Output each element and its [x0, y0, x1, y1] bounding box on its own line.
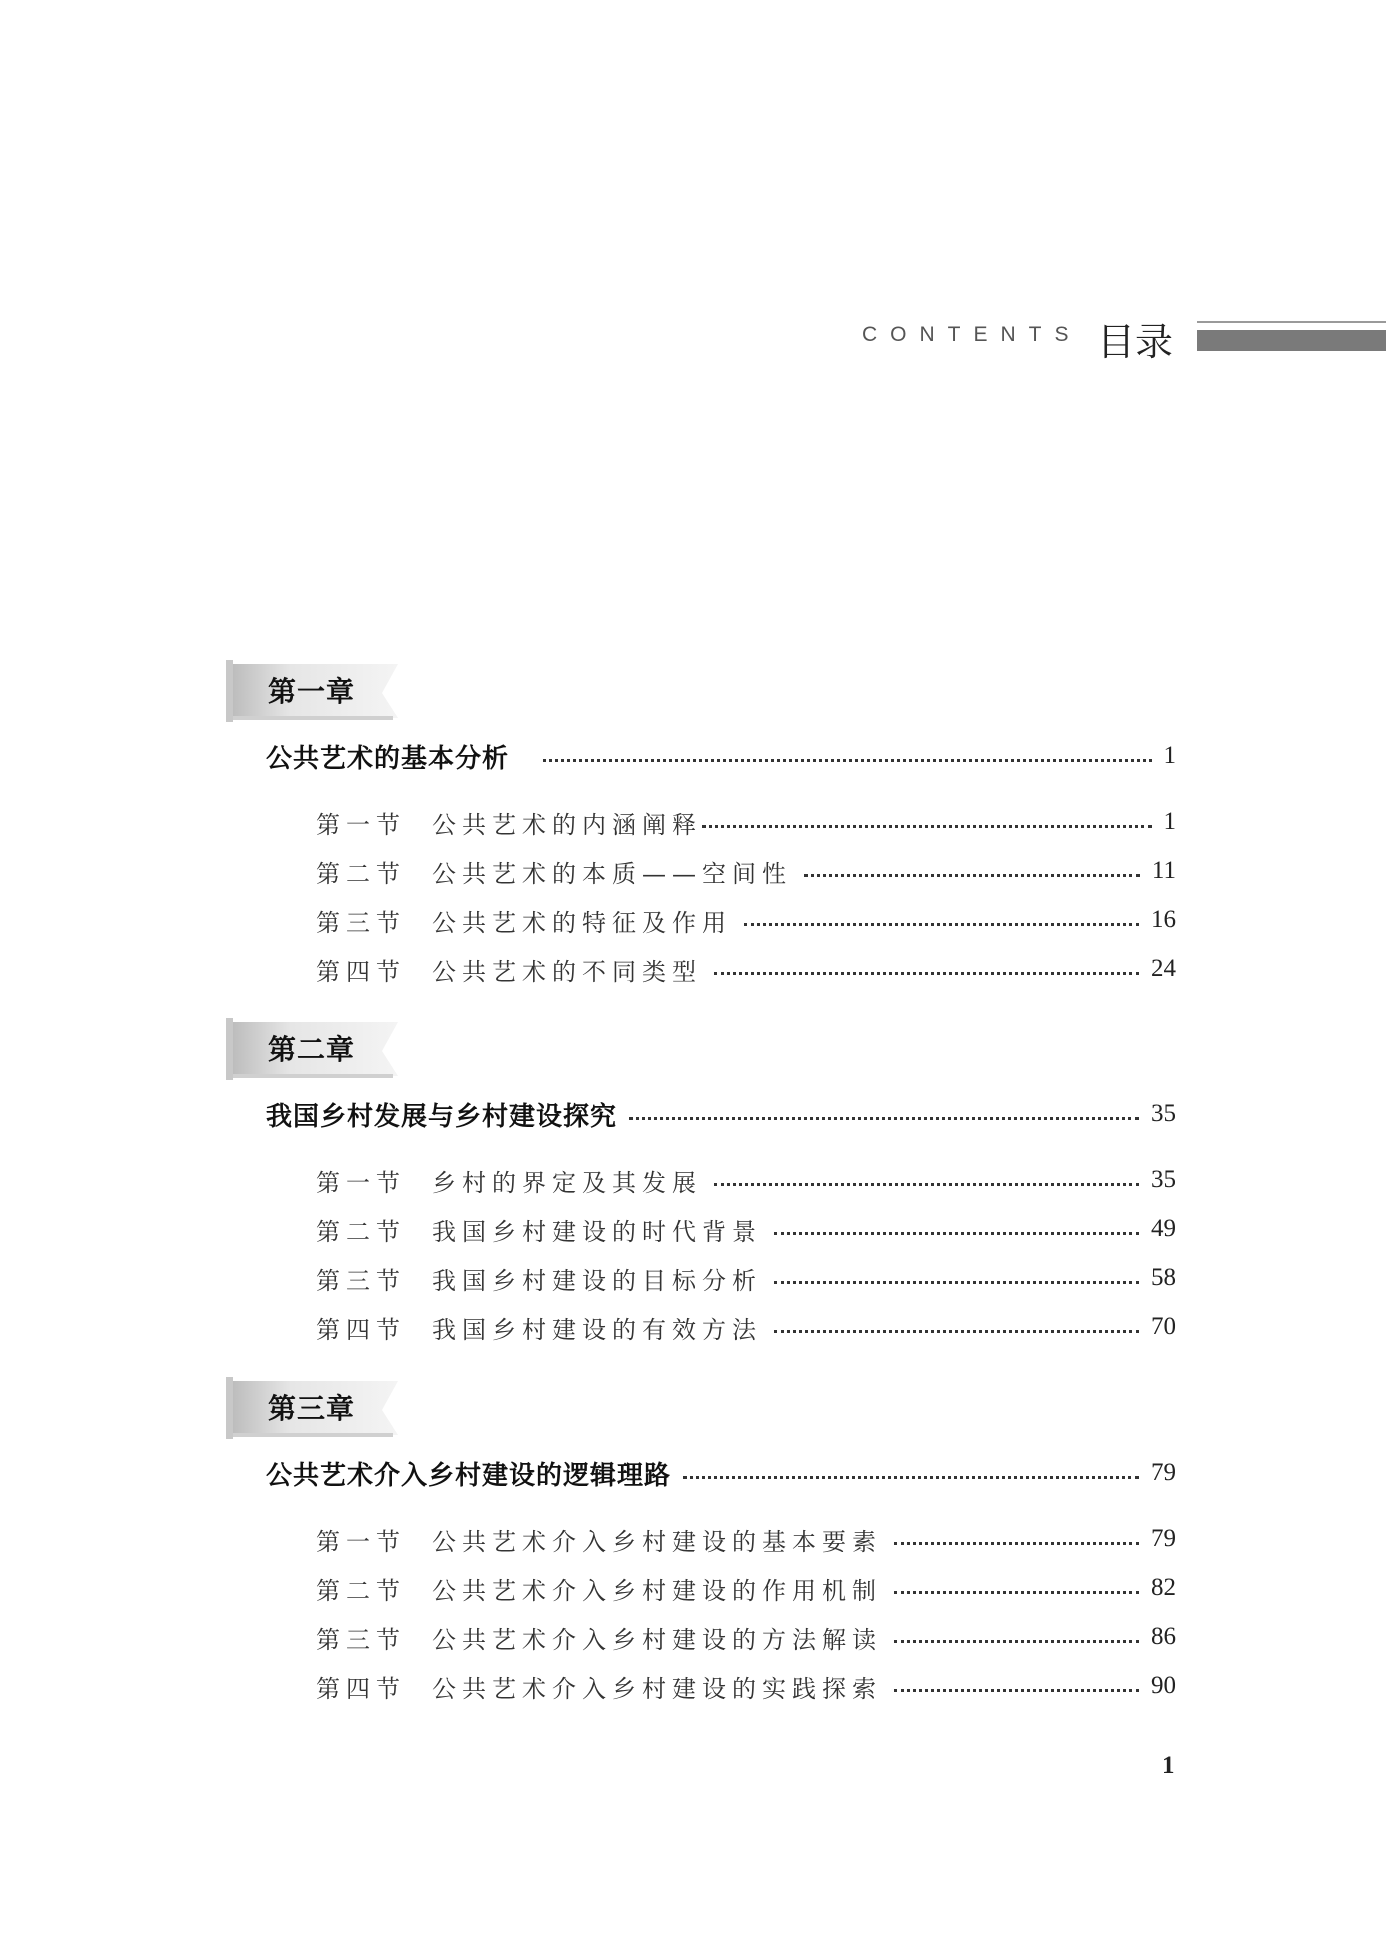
- page-number: 35: [1151, 1100, 1176, 1127]
- section-number: 第三节: [316, 1625, 406, 1654]
- page-number: 49: [1151, 1215, 1176, 1242]
- section-number: 第三节: [316, 1266, 406, 1295]
- section-title: 我国乡村建设的有效方法: [432, 1315, 762, 1344]
- chapter-tag-2: [226, 1018, 406, 1080]
- section-title: 公共艺术的不同类型: [432, 957, 702, 986]
- leader-dots: [683, 1476, 1139, 1479]
- section-number: 第一节: [316, 1168, 406, 1197]
- page-number: 79: [1151, 1525, 1176, 1552]
- page-number: 1: [1163, 808, 1176, 835]
- leader-dots: [894, 1591, 1139, 1594]
- page-number: 79: [1151, 1459, 1176, 1486]
- page-number: 70: [1151, 1313, 1176, 1340]
- section-title: 公共艺术介入乡村建设的方法解读: [432, 1625, 882, 1654]
- toc-chapter-entry-2[interactable]: [266, 1094, 1176, 1134]
- leader-dots: [894, 1689, 1139, 1692]
- section-title: 公共艺术的内涵阐释: [432, 810, 702, 839]
- page-number: 24: [1151, 955, 1176, 982]
- toc-section-entry[interactable]: [316, 1617, 1176, 1657]
- toc-section-entry[interactable]: [316, 1209, 1176, 1249]
- toc-section-entry[interactable]: [316, 1666, 1176, 1706]
- leader-dots: [629, 1117, 1139, 1120]
- chapter-tag-3: [226, 1377, 406, 1439]
- chapter-tag-label: 第三章: [268, 1392, 356, 1425]
- leader-dots: [714, 972, 1139, 975]
- contents-header: [0, 315, 1386, 365]
- section-number: 第三节: [316, 908, 406, 937]
- toc-section-entry[interactable]: [316, 1307, 1176, 1347]
- toc-section-entry[interactable]: [316, 949, 1176, 989]
- leader-dots: [894, 1542, 1139, 1545]
- leader-dots: [702, 825, 1152, 828]
- toc-section-entry[interactable]: [316, 900, 1176, 940]
- page-number: 11: [1151, 857, 1176, 884]
- page-number: 1: [1163, 742, 1176, 769]
- section-title: 乡村的界定及其发展: [432, 1168, 702, 1197]
- footer-page-number: 1: [1162, 1752, 1175, 1779]
- page-title: 目录: [1097, 320, 1174, 364]
- section-number: 第一节: [316, 1527, 406, 1556]
- toc-section-entry[interactable]: [316, 802, 1176, 842]
- leader-dots: [714, 1183, 1139, 1186]
- page-number: 16: [1151, 906, 1176, 933]
- leader-dots: [774, 1330, 1139, 1333]
- section-title: 公共艺术介入乡村建设的作用机制: [432, 1576, 882, 1605]
- header-rule-thin: [1197, 321, 1386, 323]
- chapter-tag-label: 第一章: [268, 675, 356, 708]
- chapter-tag-1: [226, 660, 406, 722]
- toc-section-entry[interactable]: [316, 1160, 1176, 1200]
- chapter-title: 我国乡村发展与乡村建设探究: [266, 1101, 618, 1132]
- header-rule-thick: [1197, 330, 1386, 351]
- leader-dots: [894, 1640, 1139, 1643]
- leader-dots: [774, 1232, 1139, 1235]
- section-title: 我国乡村建设的时代背景: [432, 1217, 762, 1246]
- section-number: 第四节: [316, 1315, 406, 1344]
- section-number: 第二节: [316, 1217, 406, 1246]
- page-number: 90: [1151, 1672, 1176, 1699]
- section-title: 公共艺术的本质——空间性: [432, 859, 792, 888]
- section-title: 公共艺术的特征及作用: [432, 908, 732, 937]
- page-number: 35: [1151, 1166, 1176, 1193]
- chapter-title: 公共艺术的基本分析: [266, 743, 510, 774]
- section-title: 公共艺术介入乡村建设的基本要素: [432, 1527, 882, 1556]
- chapter-title: 公共艺术介入乡村建设的逻辑理路: [266, 1460, 672, 1491]
- leader-dots: [804, 874, 1140, 877]
- toc-section-entry[interactable]: [316, 1258, 1176, 1298]
- page-number: 58: [1151, 1264, 1176, 1291]
- contents-label: CONTENTS: [862, 323, 1082, 346]
- leader-dots: [543, 759, 1151, 762]
- leader-dots: [774, 1281, 1139, 1284]
- toc-section-entry[interactable]: [316, 851, 1176, 891]
- section-number: 第四节: [316, 957, 406, 986]
- toc-chapter-entry-3[interactable]: [266, 1453, 1176, 1493]
- section-title: 公共艺术介入乡村建设的实践探索: [432, 1674, 882, 1703]
- section-number: 第四节: [316, 1674, 406, 1703]
- section-title: 我国乡村建设的目标分析: [432, 1266, 762, 1295]
- section-number: 第一节: [316, 810, 406, 839]
- section-number: 第二节: [316, 1576, 406, 1605]
- page-number: 86: [1151, 1623, 1176, 1650]
- leader-dots: [744, 923, 1139, 926]
- section-number: 第二节: [316, 859, 406, 888]
- page-number: 82: [1151, 1574, 1176, 1601]
- toc-section-entry[interactable]: [316, 1568, 1176, 1608]
- chapter-tag-label: 第二章: [268, 1033, 356, 1066]
- toc-section-entry[interactable]: [316, 1519, 1176, 1559]
- toc-chapter-entry-1[interactable]: [266, 736, 1176, 776]
